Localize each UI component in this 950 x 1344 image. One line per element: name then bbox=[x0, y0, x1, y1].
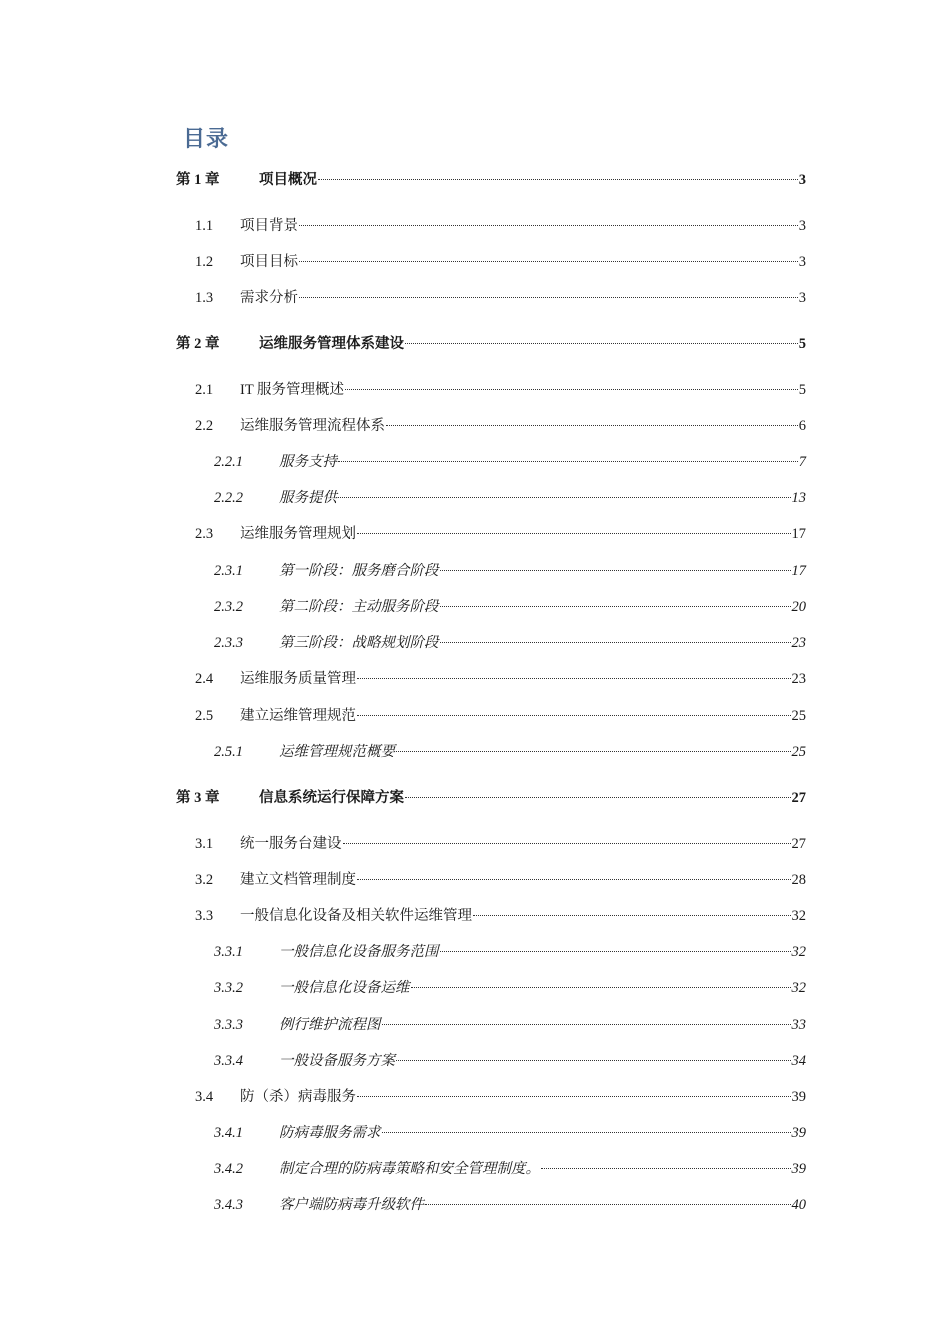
toc-entry-page: 25 bbox=[791, 708, 806, 724]
toc-entry-number: 2.5 bbox=[195, 708, 214, 724]
toc-entry-text: 统一服务台建设 bbox=[240, 836, 342, 852]
toc-entry[interactable] bbox=[214, 1051, 806, 1071]
toc-entry-page: 5 bbox=[798, 382, 806, 398]
toc-entry-text: 信息系统运行保障方案 bbox=[259, 790, 404, 806]
toc-entry[interactable] bbox=[195, 416, 806, 436]
toc-entry-number: 2.2.2 bbox=[214, 490, 243, 506]
toc-dot-leader bbox=[386, 425, 798, 426]
toc-entry-page: 20 bbox=[791, 599, 806, 615]
toc-dot-leader bbox=[405, 797, 791, 798]
toc-entry-number: 2.3.1 bbox=[214, 563, 243, 579]
toc-entry-number: 2.5.1 bbox=[214, 744, 243, 760]
toc-entry-text: 第二阶段：主动服务阶段 bbox=[279, 599, 439, 615]
toc-entry-page: 28 bbox=[791, 872, 806, 888]
toc-entry-text: 一般信息化设备运维 bbox=[279, 980, 410, 996]
toc-entry[interactable] bbox=[214, 978, 806, 998]
toc-entry[interactable] bbox=[176, 334, 806, 354]
toc-dot-leader bbox=[396, 751, 791, 752]
toc-dot-leader bbox=[357, 1096, 791, 1097]
toc-entry[interactable] bbox=[195, 216, 806, 236]
toc-entry-page: 25 bbox=[791, 744, 806, 760]
toc-entry[interactable] bbox=[214, 1015, 806, 1035]
toc-dot-leader bbox=[411, 987, 791, 988]
toc-entry-text: 例行维护流程图 bbox=[279, 1017, 381, 1033]
toc-dot-leader bbox=[318, 179, 798, 180]
toc-entry-page: 27 bbox=[791, 836, 806, 852]
toc-entry-page: 3 bbox=[798, 254, 806, 270]
toc-dot-leader bbox=[299, 297, 798, 298]
toc-entry[interactable] bbox=[195, 669, 806, 689]
toc-entry-text: IT 服务管理概述 bbox=[240, 382, 345, 398]
toc-entry-number: 2.4 bbox=[195, 671, 214, 687]
toc-entry-number: 3.4.2 bbox=[214, 1161, 243, 1177]
toc-entry-page: 34 bbox=[791, 1053, 806, 1069]
toc-dot-leader bbox=[396, 1060, 791, 1061]
toc-entry-text: 服务支持 bbox=[279, 454, 337, 470]
toc-entry-page: 17 bbox=[791, 563, 806, 579]
toc-entry[interactable] bbox=[214, 1159, 806, 1179]
toc-dot-leader bbox=[299, 261, 798, 262]
toc-entry-page: 39 bbox=[791, 1161, 806, 1177]
toc-dot-leader bbox=[338, 461, 798, 462]
toc-entry[interactable] bbox=[195, 380, 806, 400]
toc-entry-number: 3.2 bbox=[195, 872, 214, 888]
toc-dot-leader bbox=[440, 951, 791, 952]
toc-dot-leader bbox=[440, 642, 791, 643]
toc-entry[interactable] bbox=[214, 597, 806, 617]
toc-dot-leader bbox=[343, 843, 791, 844]
toc-entry[interactable] bbox=[214, 452, 806, 472]
toc-entry[interactable] bbox=[195, 870, 806, 890]
toc-entry-number: 3.1 bbox=[195, 836, 214, 852]
toc-entry[interactable] bbox=[195, 706, 806, 726]
toc-entry-number: 3.4 bbox=[195, 1089, 214, 1105]
toc-entry-number: 3.3.1 bbox=[214, 944, 243, 960]
toc-entry-number: 2.3.3 bbox=[214, 635, 243, 651]
toc-entry-text: 防（杀）病毒服务 bbox=[240, 1089, 356, 1105]
toc-dot-leader bbox=[541, 1168, 791, 1169]
toc-dot-leader bbox=[382, 1024, 791, 1025]
toc-entry[interactable] bbox=[214, 1123, 806, 1143]
toc-entry-text: 运维管理规范概要 bbox=[279, 744, 395, 760]
toc-entry-page: 40 bbox=[791, 1197, 806, 1213]
toc-dot-leader bbox=[338, 497, 791, 498]
toc-entry[interactable] bbox=[176, 170, 806, 190]
toc-entry-page: 3 bbox=[798, 172, 806, 188]
toc-entry-page: 27 bbox=[791, 790, 806, 806]
toc-entry-text: 一般信息化设备及相关软件运维管理 bbox=[240, 908, 472, 924]
toc-entry-page: 23 bbox=[791, 635, 806, 651]
toc-entry-number: 2.3.2 bbox=[214, 599, 243, 615]
toc-entry-number: 3.3 bbox=[195, 908, 214, 924]
toc-entry-text: 客户端防病毒升级软件 bbox=[279, 1197, 424, 1213]
toc-entry-number: 1.1 bbox=[195, 218, 214, 234]
toc-entry-page: 5 bbox=[798, 336, 806, 352]
toc-entry-text: 建立文档管理制度 bbox=[240, 872, 356, 888]
toc-entry-page: 33 bbox=[791, 1017, 806, 1033]
toc-dot-leader bbox=[345, 389, 798, 390]
toc-entry-page: 32 bbox=[791, 908, 806, 924]
toc-entry-page: 39 bbox=[791, 1125, 806, 1141]
toc-dot-leader bbox=[405, 343, 798, 344]
toc-entry-page: 39 bbox=[791, 1089, 806, 1105]
toc-entry[interactable] bbox=[176, 788, 806, 808]
toc-entry-text: 运维服务管理体系建设 bbox=[259, 336, 404, 352]
toc-entry[interactable] bbox=[195, 252, 806, 272]
toc-entry-text: 制定合理的防病毒策略和安全管理制度。 bbox=[279, 1161, 540, 1177]
toc-title: 目录 bbox=[183, 127, 230, 152]
toc-dot-leader bbox=[440, 570, 791, 571]
toc-entry-text: 项目目标 bbox=[240, 254, 298, 270]
toc-dot-leader bbox=[357, 715, 791, 716]
toc-entry-number: 1.3 bbox=[195, 290, 214, 306]
toc-entry-page: 3 bbox=[798, 290, 806, 306]
toc-dot-leader bbox=[357, 678, 791, 679]
toc-entry-page: 17 bbox=[791, 526, 806, 542]
toc-entry-text: 运维服务管理流程体系 bbox=[240, 418, 385, 434]
toc-entry-number: 第 3 章 bbox=[176, 790, 220, 806]
toc-entry-number: 2.2 bbox=[195, 418, 214, 434]
toc-entry-text: 一般设备服务方案 bbox=[279, 1053, 395, 1069]
toc-entry[interactable] bbox=[214, 742, 806, 762]
toc-entry-page: 23 bbox=[791, 671, 806, 687]
toc-dot-leader bbox=[299, 225, 798, 226]
toc-entry[interactable] bbox=[214, 561, 806, 581]
toc-entry[interactable] bbox=[214, 942, 806, 962]
toc-entry-text: 防病毒服务需求 bbox=[279, 1125, 381, 1141]
toc-dot-leader bbox=[425, 1204, 791, 1205]
toc-entry-number: 第 2 章 bbox=[176, 336, 220, 352]
toc-entry[interactable] bbox=[195, 288, 806, 308]
toc-entry-number: 3.3.4 bbox=[214, 1053, 243, 1069]
toc-entry-number: 3.4.3 bbox=[214, 1197, 243, 1213]
toc-entry-text: 一般信息化设备服务范围 bbox=[279, 944, 439, 960]
toc-entry-text: 项目背景 bbox=[240, 218, 298, 234]
toc-dot-leader bbox=[473, 915, 791, 916]
toc-entry-number: 2.1 bbox=[195, 382, 214, 398]
toc-entry-page: 32 bbox=[791, 944, 806, 960]
toc-entry-number: 2.3 bbox=[195, 526, 214, 542]
toc-dot-leader bbox=[382, 1132, 791, 1133]
toc-entry-page: 3 bbox=[798, 218, 806, 234]
toc-entry-page: 13 bbox=[791, 490, 806, 506]
toc-entry-number: 第 1 章 bbox=[176, 172, 220, 188]
toc-entry[interactable] bbox=[214, 633, 806, 653]
toc-dot-leader bbox=[440, 606, 791, 607]
toc-entry-text: 建立运维管理规范 bbox=[240, 708, 356, 724]
toc-entry-text: 服务提供 bbox=[279, 490, 337, 506]
toc-dot-leader bbox=[357, 533, 791, 534]
toc-entry-number: 2.2.1 bbox=[214, 454, 243, 470]
toc-entry-text: 项目概况 bbox=[259, 172, 317, 188]
toc-entry[interactable] bbox=[195, 1087, 806, 1107]
toc-entry-page: 6 bbox=[798, 418, 806, 434]
toc-entry-number: 3.4.1 bbox=[214, 1125, 243, 1141]
toc-entry[interactable] bbox=[195, 524, 806, 544]
toc-entry[interactable] bbox=[195, 906, 806, 926]
toc-entry[interactable] bbox=[214, 488, 806, 508]
toc-entry-number: 3.3.2 bbox=[214, 980, 243, 996]
toc-entry-page: 7 bbox=[798, 454, 806, 470]
toc-entry-text: 第一阶段：服务磨合阶段 bbox=[279, 563, 439, 579]
toc-entry-text: 运维服务管理规划 bbox=[240, 526, 356, 542]
toc-entry-number: 3.3.3 bbox=[214, 1017, 243, 1033]
toc-dot-leader bbox=[357, 879, 791, 880]
toc-entry[interactable] bbox=[195, 834, 806, 854]
toc-entry-page: 32 bbox=[791, 980, 806, 996]
toc-entry-text: 第三阶段：战略规划阶段 bbox=[279, 635, 439, 651]
toc-entry[interactable] bbox=[214, 1195, 806, 1215]
toc-entry-text: 需求分析 bbox=[240, 290, 298, 306]
toc-entry-text: 运维服务质量管理 bbox=[240, 671, 356, 687]
toc-entry-number: 1.2 bbox=[195, 254, 214, 270]
